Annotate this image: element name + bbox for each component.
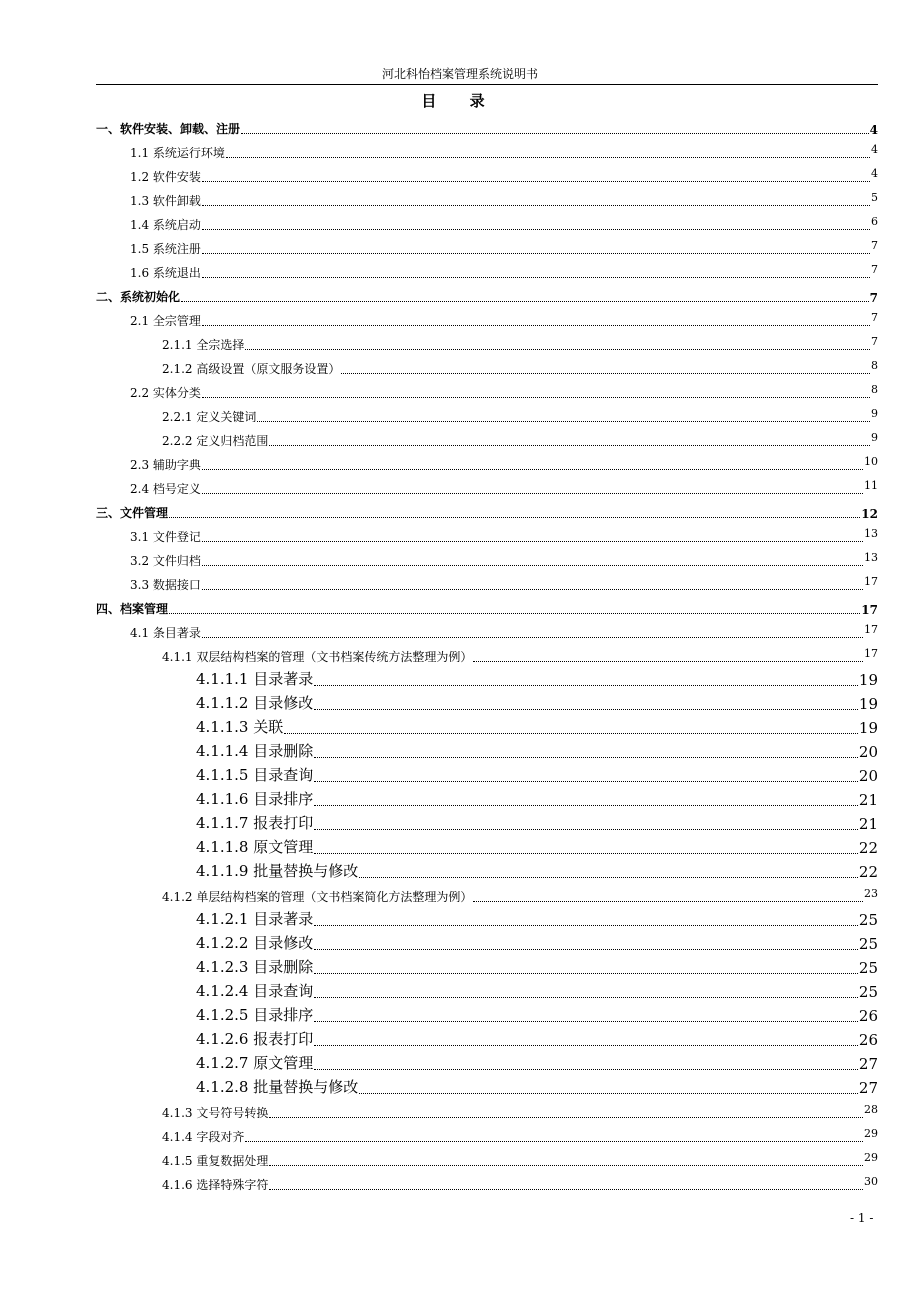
toc-entry-label: 1.4 系统启动 — [130, 218, 201, 232]
toc-entry-label: 1.5 系统注册 — [130, 242, 201, 256]
toc-entry[interactable] — [96, 449, 878, 473]
toc-entry-label: 4.1.2.3 目录删除 — [196, 958, 314, 976]
toc-dot-leader — [314, 1045, 858, 1046]
toc-title: 目 录 — [421, 92, 499, 110]
toc-entry-label: 2.3 辅助字典 — [130, 458, 201, 472]
toc-dot-leader — [269, 1189, 863, 1190]
toc-entry-label: 3.3 数据接口 — [130, 578, 201, 592]
toc-entry-label: 4.1.2.5 目录排序 — [196, 1006, 314, 1024]
toc-entry-page: 30 — [864, 1175, 878, 1188]
toc-entry-page: 8 — [871, 383, 878, 396]
toc-entry-label: 4.1.1.3 关联 — [196, 718, 284, 736]
toc-entry[interactable] — [96, 689, 878, 713]
toc-entry-label: 4.1.6 选择特殊字符 — [162, 1178, 269, 1192]
toc-entry[interactable] — [96, 1169, 878, 1193]
toc-entry-page: 25 — [858, 935, 878, 953]
toc-entry-page: 7 — [871, 311, 878, 324]
toc-entry[interactable] — [96, 761, 878, 785]
toc-entry-page: 4 — [871, 143, 878, 156]
toc-dot-leader — [314, 1021, 858, 1022]
toc-entry-label: 4.1.1.4 目录删除 — [196, 742, 314, 760]
toc-entry-page: 21 — [858, 791, 878, 809]
page-number: - 1 - — [850, 1211, 874, 1225]
toc-dot-leader — [341, 373, 870, 374]
toc-entry-page: 26 — [858, 1031, 878, 1049]
toc-entry[interactable] — [96, 713, 878, 737]
toc-dot-leader — [473, 901, 863, 902]
toc-entry[interactable] — [96, 257, 878, 281]
toc-entry-page: 22 — [858, 863, 878, 881]
toc-dot-leader — [314, 685, 858, 686]
toc-entry[interactable] — [96, 881, 878, 905]
toc-entry[interactable] — [96, 977, 878, 1001]
toc-entry-label: 4.1.3 文号符号转换 — [162, 1106, 269, 1120]
toc-entry-page: 13 — [864, 527, 878, 540]
toc-entry-label: 4.1.2 单层结构档案的管理（文书档案简化方法整理为例） — [162, 890, 473, 904]
toc-dot-leader — [202, 181, 870, 182]
toc-dot-leader — [202, 325, 870, 326]
toc-entry-page: 25 — [858, 983, 878, 1001]
toc-dot-leader — [359, 1093, 858, 1094]
toc-dot-leader — [314, 757, 858, 758]
toc-entry-label: 1.2 软件安装 — [130, 170, 201, 184]
toc-entry-page: 20 — [858, 743, 878, 761]
toc-dot-leader — [314, 925, 858, 926]
toc-entry[interactable] — [96, 1073, 878, 1097]
toc-entry-label: 4.1.1.6 目录排序 — [196, 790, 314, 808]
toc-entry-page: 29 — [864, 1127, 878, 1140]
toc-entry-label: 3.1 文件登记 — [130, 530, 201, 544]
toc-dot-leader — [245, 349, 870, 350]
toc-entry-label: 4.1.1.8 原文管理 — [196, 838, 314, 856]
toc-entry-page: 10 — [864, 455, 878, 468]
toc-entry-label: 4.1.1.1 目录著录 — [196, 670, 314, 688]
toc-entry-label: 4.1.2.1 目录著录 — [196, 910, 314, 928]
toc-entry-label: 一、软件安装、卸载、注册 — [96, 122, 241, 136]
toc-entry[interactable] — [96, 809, 878, 833]
toc-dot-leader — [202, 277, 870, 278]
toc-entry[interactable] — [96, 1145, 878, 1169]
toc-entry[interactable] — [96, 1001, 878, 1025]
toc-entry[interactable] — [96, 833, 878, 857]
toc-entry-page: 17 — [861, 603, 878, 617]
toc-entry-page: 19 — [858, 719, 878, 737]
toc-entry-label: 1.3 软件卸载 — [130, 194, 201, 208]
toc-entry[interactable] — [96, 929, 878, 953]
toc-entry-label: 4.1.2.7 原文管理 — [196, 1054, 314, 1072]
toc-entry[interactable] — [96, 329, 878, 353]
toc-entry-page: 9 — [871, 407, 878, 420]
toc-dot-leader — [269, 1165, 863, 1166]
toc-dot-leader — [202, 253, 870, 254]
page-header: 河北科怡档案管理系统说明书 — [381, 67, 538, 81]
toc-entry-page: 19 — [858, 695, 878, 713]
toc-entry-page: 29 — [864, 1151, 878, 1164]
header-rule — [96, 84, 878, 85]
toc-entry[interactable] — [96, 521, 878, 545]
toc-dot-leader — [202, 397, 870, 398]
toc-dot-leader — [314, 709, 858, 710]
toc-entry[interactable] — [96, 305, 878, 329]
toc-entry-label: 二、系统初始化 — [96, 290, 181, 304]
toc-entry-label: 2.2.1 定义关键词 — [162, 410, 257, 424]
toc-entry-page: 5 — [871, 191, 878, 204]
toc-entry-label: 4.1.1.2 目录修改 — [196, 694, 314, 712]
toc-entry[interactable] — [96, 1049, 878, 1073]
toc-entry[interactable] — [96, 593, 878, 617]
toc-entry-label: 4.1.2.2 目录修改 — [196, 934, 314, 952]
toc-entry-page: 25 — [858, 911, 878, 929]
toc-dot-leader — [359, 877, 858, 878]
toc-entry-label: 2.2 实体分类 — [130, 386, 201, 400]
toc-dot-leader — [202, 205, 870, 206]
toc-entry-page: 21 — [858, 815, 878, 833]
toc-dot-leader — [202, 565, 863, 566]
toc-entry-label: 4.1.2.6 报表打印 — [196, 1030, 314, 1048]
toc-entry-page: 23 — [864, 887, 878, 900]
toc-entry-page: 12 — [861, 507, 878, 521]
toc-entry[interactable] — [96, 137, 878, 161]
toc-entry[interactable] — [96, 185, 878, 209]
toc-entry[interactable] — [96, 641, 878, 665]
toc-dot-leader — [314, 973, 858, 974]
toc-entry[interactable] — [96, 737, 878, 761]
toc-entry[interactable] — [96, 1121, 878, 1145]
toc-entry-label: 4.1.1.7 报表打印 — [196, 814, 314, 832]
table-of-contents — [96, 113, 878, 1193]
toc-dot-leader — [314, 1069, 858, 1070]
toc-dot-leader — [284, 733, 858, 734]
toc-entry-label: 3.2 文件归档 — [130, 554, 201, 568]
toc-entry[interactable] — [96, 905, 878, 929]
toc-entry[interactable] — [96, 617, 878, 641]
toc-entry[interactable] — [96, 569, 878, 593]
toc-entry-page: 20 — [858, 767, 878, 785]
toc-dot-leader — [202, 589, 863, 590]
toc-entry-page: 11 — [864, 479, 878, 492]
toc-dot-leader — [269, 445, 870, 446]
toc-entry-label: 4.1.1.9 批量替换与修改 — [196, 862, 359, 880]
toc-entry-page: 17 — [864, 575, 878, 588]
toc-entry[interactable] — [96, 377, 878, 401]
toc-dot-leader — [202, 469, 863, 470]
toc-entry[interactable] — [96, 425, 878, 449]
toc-entry-page: 7 — [869, 291, 878, 305]
toc-dot-leader — [314, 829, 858, 830]
toc-entry-page: 7 — [871, 263, 878, 276]
toc-entry-page: 8 — [871, 359, 878, 372]
toc-entry-label: 四、档案管理 — [96, 602, 169, 616]
toc-entry[interactable] — [96, 113, 878, 137]
toc-entry[interactable] — [96, 785, 878, 809]
toc-dot-leader — [314, 997, 858, 998]
toc-dot-leader — [245, 1141, 863, 1142]
toc-dot-leader — [314, 781, 858, 782]
toc-entry-label: 2.2.2 定义归档范围 — [162, 434, 269, 448]
toc-entry-label: 1.6 系统退出 — [130, 266, 201, 280]
toc-entry-page: 26 — [858, 1007, 878, 1025]
toc-entry-label: 4.1.1.5 目录查询 — [196, 766, 314, 784]
toc-entry-label: 4.1.2.8 批量替换与修改 — [196, 1078, 359, 1096]
toc-entry-page: 25 — [858, 959, 878, 977]
toc-dot-leader — [241, 133, 869, 134]
toc-entry-page: 13 — [864, 551, 878, 564]
toc-entry-label: 2.1.2 高级设置（原文服务设置） — [162, 362, 341, 376]
toc-entry-label: 2.4 档号定义 — [130, 482, 201, 496]
toc-entry[interactable] — [96, 545, 878, 569]
toc-entry-label: 4.1 条目著录 — [130, 626, 201, 640]
toc-dot-leader — [257, 421, 870, 422]
toc-dot-leader — [314, 805, 858, 806]
toc-entry-page: 17 — [864, 647, 878, 660]
toc-entry-label: 4.1.2.4 目录查询 — [196, 982, 314, 1000]
toc-entry[interactable] — [96, 953, 878, 977]
toc-entry-page: 4 — [871, 167, 878, 180]
toc-entry-page: 17 — [864, 623, 878, 636]
toc-dot-leader — [226, 157, 870, 158]
toc-dot-leader — [314, 853, 858, 854]
toc-dot-leader — [473, 661, 863, 662]
toc-dot-leader — [202, 637, 863, 638]
toc-entry-page: 7 — [871, 239, 878, 252]
toc-entry[interactable] — [96, 665, 878, 689]
toc-entry-page: 4 — [869, 123, 878, 137]
toc-entry-page: 27 — [858, 1079, 878, 1097]
toc-entry-label: 三、文件管理 — [96, 506, 169, 520]
toc-entry-page: 6 — [871, 215, 878, 228]
toc-entry[interactable] — [96, 857, 878, 881]
toc-entry[interactable] — [96, 353, 878, 377]
toc-entry-page: 22 — [858, 839, 878, 857]
toc-dot-leader — [314, 949, 858, 950]
toc-entry-page: 28 — [864, 1103, 878, 1116]
toc-entry-label: 4.1.1 双层结构档案的管理（文书档案传统方法整理为例） — [162, 650, 473, 664]
toc-entry[interactable] — [96, 1025, 878, 1049]
toc-entry[interactable] — [96, 1097, 878, 1121]
toc-entry-label: 2.1.1 全宗选择 — [162, 338, 245, 352]
toc-entry-page: 7 — [871, 335, 878, 348]
toc-entry-page: 19 — [858, 671, 878, 689]
toc-entry-label: 1.1 系统运行环境 — [130, 146, 225, 160]
toc-entry[interactable] — [96, 473, 878, 497]
toc-entry-label: 4.1.5 重复数据处理 — [162, 1154, 269, 1168]
toc-dot-leader — [169, 613, 860, 614]
toc-entry[interactable] — [96, 281, 878, 305]
toc-entry[interactable] — [96, 233, 878, 257]
toc-entry[interactable] — [96, 209, 878, 233]
toc-entry[interactable] — [96, 401, 878, 425]
toc-dot-leader — [202, 229, 870, 230]
toc-dot-leader — [202, 493, 863, 494]
toc-dot-leader — [202, 541, 863, 542]
toc-entry[interactable] — [96, 497, 878, 521]
toc-entry[interactable] — [96, 161, 878, 185]
toc-dot-leader — [269, 1117, 863, 1118]
toc-dot-leader — [169, 517, 860, 518]
toc-entry-label: 4.1.4 字段对齐 — [162, 1130, 245, 1144]
toc-dot-leader — [181, 301, 869, 302]
toc-entry-page: 27 — [858, 1055, 878, 1073]
toc-entry-page: 9 — [871, 431, 878, 444]
toc-entry-label: 2.1 全宗管理 — [130, 314, 201, 328]
